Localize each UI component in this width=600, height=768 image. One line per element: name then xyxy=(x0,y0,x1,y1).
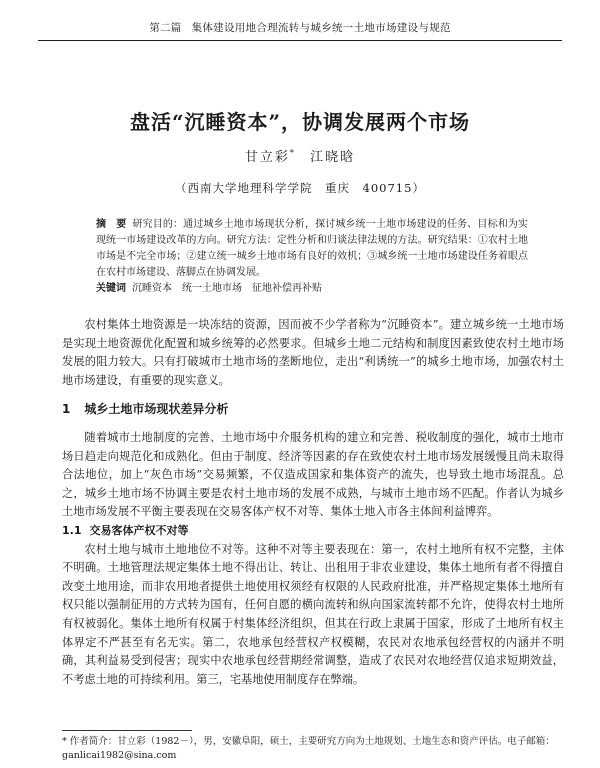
subsection-heading xyxy=(62,522,564,541)
author-name: 甘立彩 xyxy=(244,150,290,165)
subsection-number: 1.1 xyxy=(62,523,82,537)
keywords-label: 关键词 xyxy=(96,283,126,294)
intro-paragraph: 农村集体土地资源是一块冻结的资源，因而被不少学者称为“沉睡资本”。建立城乡统一土地市场是实现土地资源优化配置和城乡统筹的必然要求。但城乡土地二元结构和制度因素致使农村土地市场发展的阻力较大。只有打破城市土地市场的垄断地位，走出“利诱统一”的城乡土地市场，加强农村土地市场建设，有重要的现实意义。 xyxy=(62,318,564,387)
keywords-line xyxy=(96,281,528,297)
abstract-block xyxy=(96,217,528,297)
running-head-chapter: 第二篇 xyxy=(149,22,182,34)
section-paragraph: 随着城市土地制度的完善、土地市场中介服务机构的建立和完善、税收制度的强化，城市土地市场日趋走向规范化和成熟化。但由于制度、经济等因素的存在致使农村土地市场发展缓慢且尚未取得合法地位，加上“灰色市场”交易频繁，不仅造成国家和集体资产的流失，也导致土地市场混乱。总之，城乡土地市场不协调主要是农村土地市场的发展不成熟，与城市土地市场不匹配。作者认为城乡土地市场发展不平衡主要表现在交易客体产权不对等、集体土地入市各主体间利益博弈。 xyxy=(62,430,564,519)
author-footnote-mark: * xyxy=(289,148,294,158)
running-head xyxy=(38,20,562,35)
abstract-paragraph xyxy=(96,217,528,281)
section-number: 1 xyxy=(62,402,71,417)
section-heading xyxy=(62,400,564,419)
keywords-text: 沉睡资本 统一土地市场 征地补偿再补贴 xyxy=(132,283,322,294)
article-title: 盘活“沉睡资本”，协调发展两个市场 xyxy=(129,110,470,134)
header-rule xyxy=(38,40,562,41)
coauthor-name: 江晓晗 xyxy=(310,150,356,165)
article-body xyxy=(62,316,564,689)
subsection-title: 交易客体产权不对等 xyxy=(89,523,189,537)
section-title: 城乡土地市场现状差异分析 xyxy=(84,402,229,417)
subsection-paragraph: 农村土地与城市土地地位不对等。这种不对等主要表现在：第一，农村土地所有权不完整，主体不明确。土地管理法规定集体土地不得出让、转让、出租用于非农业建设，集体土地所有者不得擅自改变土地用途，而非农用地者提供土地使用权须经有权限的人民政府批准，并严格规定集体土地所有权只能以强制征用的方式转为国有，任何自愿的横向流转和纵向国家流转都不允许，使得农村土地所有权被弱化。集体土地所有权属于村集体经济组织，但其在行政上隶属于国家，形成了土地所有权主体界定不严甚至有名无实。第二，农地承包经营权产权模糊，农民对农地承包经营权的内涵并不明确，其利益易受到侵害；现实中农地承包经营期经常调整，造成了农民对农地经营仅追求短期效益，不考虑土地的可持续利用。第三，宅基地使用制度存在弊端。 xyxy=(62,542,564,686)
running-head-text: 集体建设用地合理流转与城乡统一土地市场建设与规范 xyxy=(191,22,451,34)
abstract-text: 研究目的：通过城乡土地市场现状分析，探讨城乡统一土地市场建设的任务、目标和为实现统一市场建设改革的方向。研究方法：定性分析和归谈法律法规的方法。研究结果：①农村土地市场是不完全市场；②建立统一城乡土地市场有良好的效机；③城乡统一土地市场建设任务着眼点在农村市场建设、落脚点在协调发展。 xyxy=(96,219,529,278)
affiliation: （西南大学地理科学学院 重庆 400715） xyxy=(175,181,425,195)
author-footnote: * 作者简介：甘立彩（1982－），男，安徽阜阳，硕士，主要研究方向为土地规划、土地生态和资产评估。电子邮箱：ganlicai1982@sina.com xyxy=(62,736,555,761)
author-line xyxy=(0,146,600,165)
abstract-label: 摘 要 xyxy=(96,219,127,230)
footnote-rule xyxy=(62,730,192,731)
